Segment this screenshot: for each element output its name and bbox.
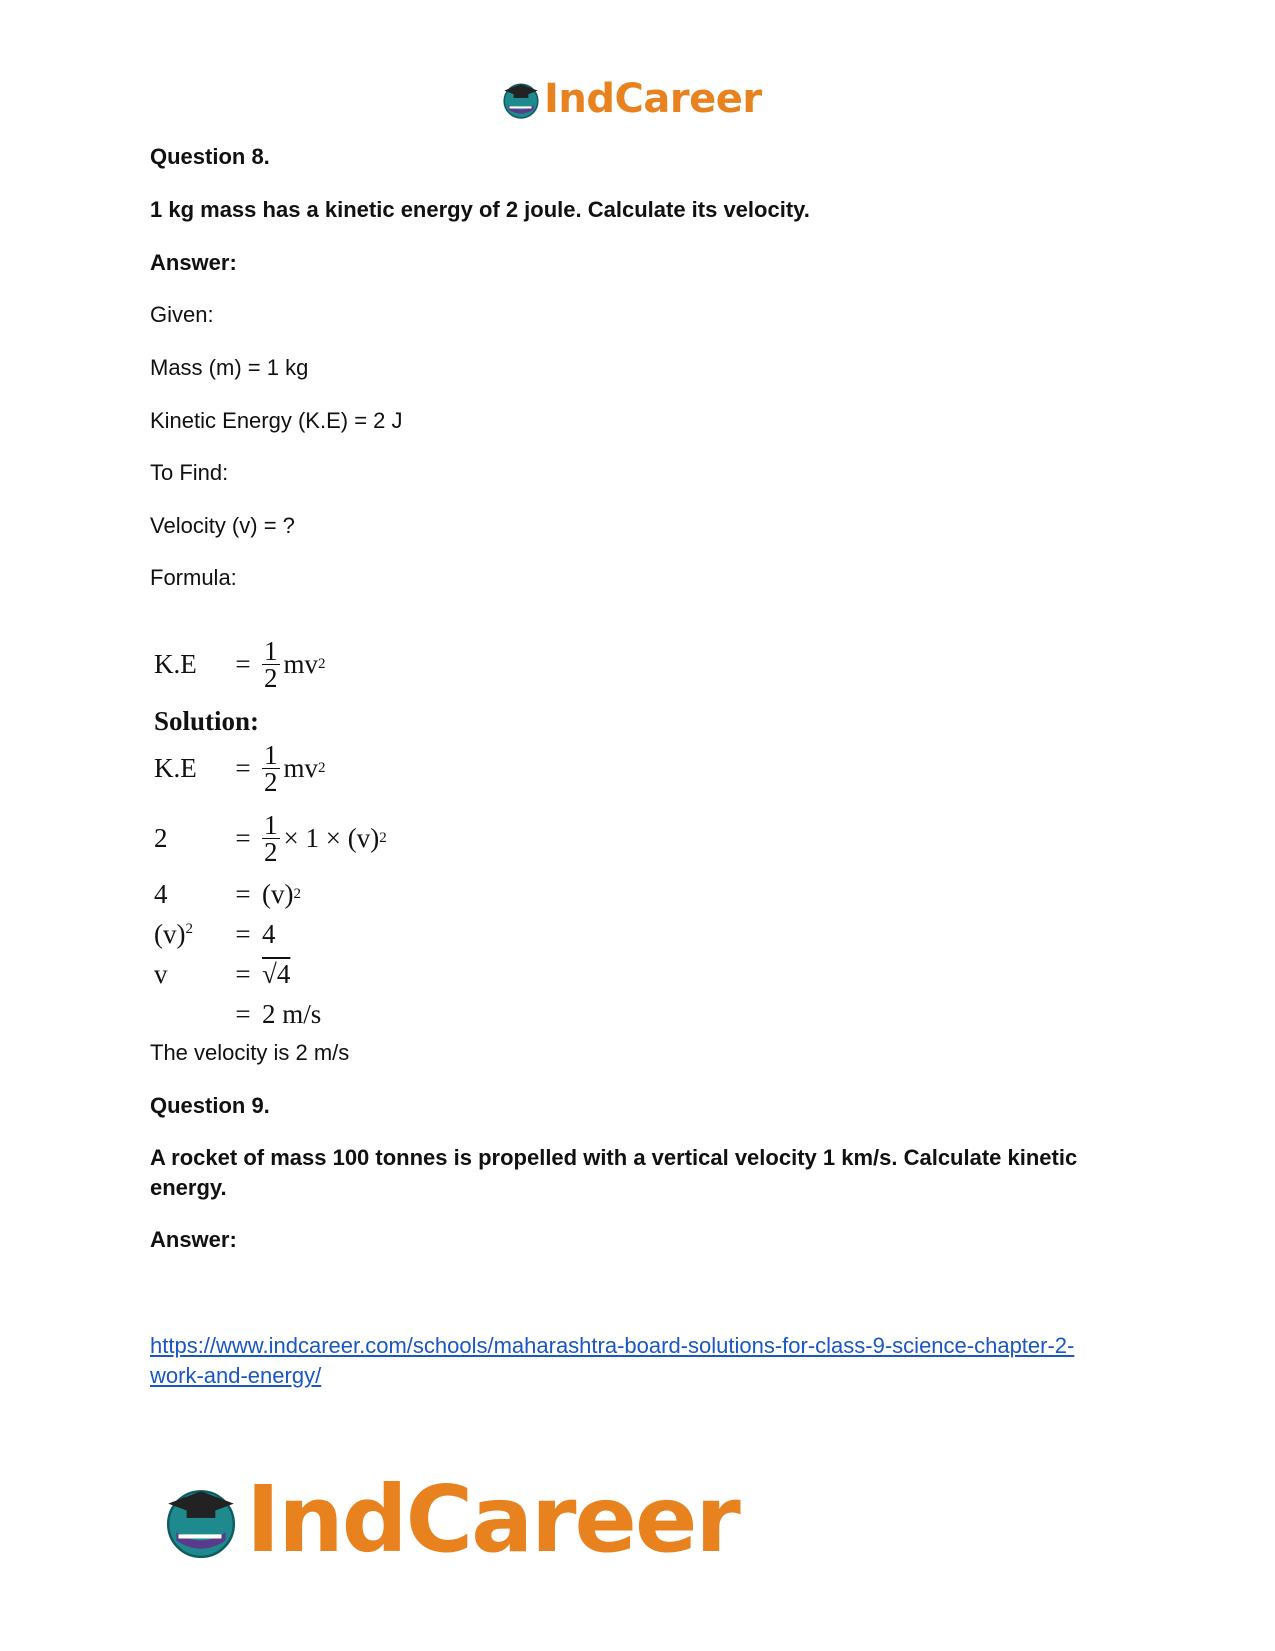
to-find-label: To Find: [150,460,229,485]
question-8-text: 1 kg mass has a kinetic energy of 2 joule. Calculate its velocity. [150,197,810,222]
answer-label: Answer: [150,250,237,275]
solution-math-block [150,635,570,1064]
given-ke: Kinetic Energy (K.E) = 2 J [150,408,403,433]
solution-line-4: $(v)^2$ = 4 [154,918,276,949]
source-link[interactable]: https://www.indcareer.com/schools/maharashtra-board-solutions-for-class-9-science-chapter-2- work-and-energy/ [150,1333,1075,1388]
fraction-half: $\frac{1}{2}$ [264,739,278,797]
graduation-globe-icon [160,1479,242,1561]
solution-heading: Solution: [154,706,260,736]
solution-line-6: = 2 m/s [235,998,322,1029]
solution-line-3: 4 = (v) 2 [154,878,301,909]
to-find-velocity: Velocity (v) = ? [150,513,295,538]
footer-logo [160,1466,739,1573]
formula-label: Formula: [150,565,237,590]
source-link-block [150,1331,1150,1391]
brand-name: IndCareer [246,1466,739,1573]
question-9-text: A rocket of mass 100 tonnes is propelled with a vertical velocity 1 km/s. Calculate kinetic energy. [150,1145,1078,1200]
solution-line-5: v = √4 [154,958,291,989]
velocity-result: The velocity is 2 m/s [150,1040,350,1065]
solution-line-2: 2 = $\frac{1}{2}$ × 1 × (v) 2 [154,809,387,867]
given-label: Given: [150,302,214,327]
graduation-globe-icon [500,78,542,120]
formula-line: K.E = $\frac{1}{2}$ mv 2 [154,635,326,693]
header-logo [500,76,762,122]
solution-line-1: K.E = $\frac{1}{2}$ mv 2 [154,739,326,797]
question-9-title: Question 9. [150,1093,270,1118]
fraction-half: $\frac{1}{2}$ [264,635,278,693]
question-8-title: Question 8. [150,144,270,169]
fraction-half: $\frac{1}{2}$ [264,809,278,867]
question-9-answer-label: Answer: [150,1227,237,1252]
brand-name: IndCareer [544,76,762,122]
given-mass: Mass (m) = 1 kg [150,355,309,380]
